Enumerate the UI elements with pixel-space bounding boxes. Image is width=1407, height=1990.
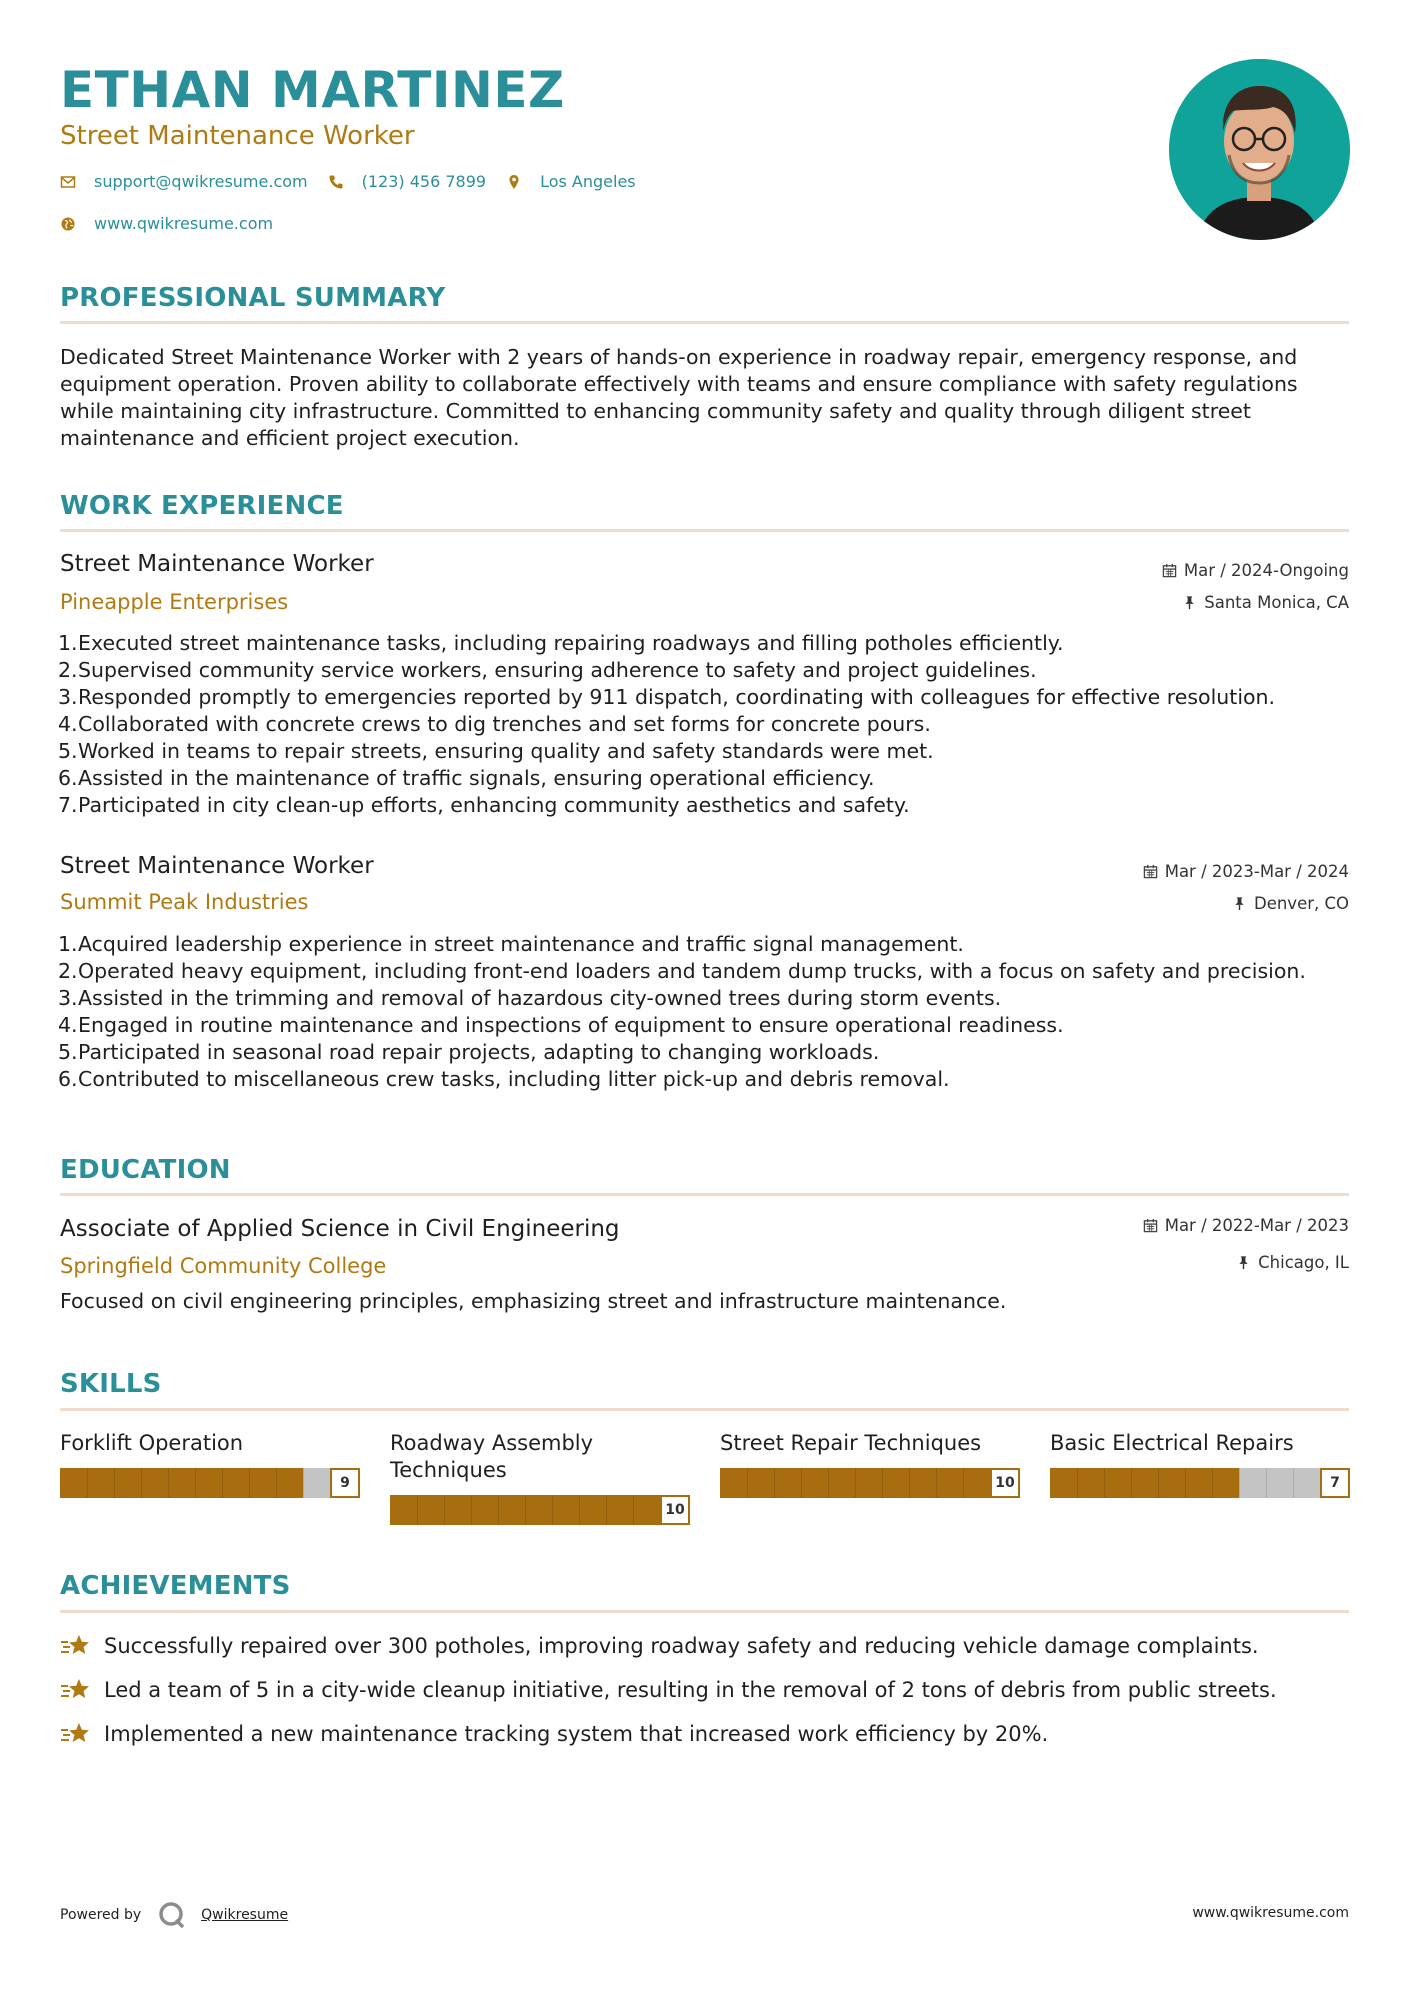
section-divider <box>60 1408 1349 1411</box>
list-item: 5. Worked in teams to repair streets, ensuring quality and safety standards were met. <box>58 739 934 763</box>
skill-item <box>390 1430 690 1518</box>
summary-text <box>60 344 1350 452</box>
list-item: 1. Executed street maintenance tasks, including repairing roadways and filling potholes efficiently. <box>58 631 1064 655</box>
section-divider <box>60 1610 1349 1613</box>
skill-bar-segment <box>1104 1468 1105 1498</box>
location-text: Los Angeles <box>540 172 636 191</box>
education-description: Focused on civil engineering principles, emphasizing street and infrastructure maintenance. <box>60 1289 1007 1313</box>
section-divider <box>60 321 1349 324</box>
job-location <box>1182 593 1349 612</box>
summary-line: equipment operation. Proven ability to collaborate effectively with teams and ensure compliance with safety regulations <box>60 372 1298 396</box>
skill-name: Street Repair Techniques <box>720 1431 982 1455</box>
shooting-star-icon <box>60 1632 92 1660</box>
education-date-text: Mar / 2022-Mar / 2023 <box>1164 1216 1349 1235</box>
qwikresume-logo-icon <box>157 1900 187 1930</box>
skill-bar-fill <box>60 1468 303 1498</box>
candidate-role: Street Maintenance Worker <box>60 121 415 151</box>
education-degree: Associate of Applied Science in Civil Engineering <box>60 1216 620 1242</box>
skill-name: Techniques <box>390 1458 507 1482</box>
profile-photo <box>1169 59 1350 240</box>
skill-bar-segment <box>222 1468 223 1498</box>
skill-name: Roadway Assembly <box>390 1431 594 1455</box>
list-item: 2. Supervised community service workers, ensuring adherence to safety and project guidelines. <box>58 658 1037 682</box>
section-title-skills: SKILLS <box>60 1369 162 1399</box>
list-item: 5. Participated in seasonal road repair projects, adapting to changing workloads. <box>58 1040 880 1064</box>
skill-item <box>720 1430 1020 1491</box>
achievement-item <box>60 1720 1048 1748</box>
education-location-text: Chicago, IL <box>1258 1253 1349 1272</box>
job-date <box>1162 561 1349 580</box>
pushpin-icon <box>1182 595 1197 610</box>
skill-bar <box>720 1468 1020 1498</box>
achievement-text: Successfully repaired over 300 potholes, improving roadway safety and reducing vehicle damage complaints. <box>104 1634 1259 1658</box>
skill-bar-segment <box>249 1468 250 1498</box>
powered-by-label: Powered by <box>60 1907 142 1923</box>
skill-bar-segment <box>1266 1468 1267 1498</box>
skill-name: Basic Electrical Repairs <box>1050 1431 1294 1455</box>
list-item: 3. Assisted in the trimming and removal of hazardous city-owned trees during storm events. <box>58 986 1002 1010</box>
job-date-text: Mar / 2023-Mar / 2024 <box>1164 862 1349 881</box>
summary-line: while maintaining city infrastructure. Committed to enhancing community safety and quality through diligent street <box>60 399 1251 423</box>
list-item: 1. Acquired leadership experience in street maintenance and traffic signal management. <box>58 932 964 956</box>
skill-bar-segment <box>276 1468 277 1498</box>
job-date-text: Mar / 2024-Ongoing <box>1183 561 1349 580</box>
qwikresume-link[interactable]: Qwikresume <box>201 1907 289 1923</box>
skill-bar-fill <box>1050 1468 1239 1498</box>
list-item: 3. Responded promptly to emergencies reported by 911 dispatch, coordinating with colleagues for effective resolution. <box>58 685 1276 709</box>
contact-website[interactable] <box>60 214 273 233</box>
skill-bar-segment <box>444 1495 445 1525</box>
list-item: 7. Participated in city clean-up efforts, enhancing community aesthetics and safety. <box>58 793 910 817</box>
skill-bar <box>60 1468 360 1498</box>
person-avatar-icon <box>1169 59 1350 240</box>
skill-bar-segment <box>606 1495 607 1525</box>
skill-score: 7 <box>1320 1468 1350 1498</box>
skill-bar-segment <box>195 1468 196 1498</box>
skill-score: 10 <box>660 1495 690 1525</box>
calendar-icon <box>1162 563 1177 578</box>
skill-item <box>1050 1430 1350 1491</box>
job-bullets <box>58 630 1358 819</box>
skill-bar-segment <box>1131 1468 1132 1498</box>
pushpin-icon <box>1232 896 1247 911</box>
job-company: Pineapple Enterprises <box>60 590 289 614</box>
achievement-text: Led a team of 5 in a city-wide cleanup initiative, resulting in the removal of 2 tons of debris from public streets. <box>104 1678 1277 1702</box>
shooting-star-icon <box>60 1720 92 1748</box>
skill-bar-segment <box>828 1468 829 1498</box>
phone-icon <box>328 174 344 190</box>
list-item: 2. Operated heavy equipment, including front-end loaders and tandem dump trucks, with a focus on safety and precision. <box>58 959 1306 983</box>
skill-bar-segment <box>168 1468 169 1498</box>
skill-bar <box>1050 1468 1350 1498</box>
skill-bar-segment <box>579 1495 580 1525</box>
map-pin-icon <box>506 174 522 190</box>
job-title: Street Maintenance Worker <box>60 853 374 879</box>
list-item: 4. Collaborated with concrete crews to dig trenches and set forms for concrete pours. <box>58 712 931 736</box>
skill-bar-segment <box>909 1468 910 1498</box>
website-text: www.qwikresume.com <box>94 214 274 233</box>
job-title: Street Maintenance Worker <box>60 551 374 577</box>
education-location <box>1236 1253 1349 1272</box>
footer-url[interactable]: www.qwikresume.com <box>1192 1905 1349 1921</box>
skill-item <box>60 1430 360 1491</box>
skill-bar-segment <box>417 1495 418 1525</box>
section-title-experience: WORK EXPERIENCE <box>60 491 344 521</box>
job-location <box>1232 894 1349 913</box>
list-item: 4. Engaged in routine maintenance and inspections of equipment to ensure operational readiness. <box>58 1013 1064 1037</box>
skill-name: Forklift Operation <box>60 1431 244 1455</box>
skill-bar-segment <box>801 1468 802 1498</box>
skill-bar-segment <box>774 1468 775 1498</box>
list-item: 6. Assisted in the maintenance of traffic signals, ensuring operational efficiency. <box>58 766 875 790</box>
skill-bar-segment <box>1185 1468 1186 1498</box>
section-title-summary: PROFESSIONAL SUMMARY <box>60 283 446 313</box>
achievement-item <box>60 1632 1259 1660</box>
section-title-education: EDUCATION <box>60 1155 231 1185</box>
skill-bar-segment <box>498 1495 499 1525</box>
job-date <box>1143 862 1349 881</box>
email-text: support@qwikresume.com <box>94 172 308 191</box>
skill-bar-segment <box>471 1495 472 1525</box>
contact-email[interactable] <box>60 172 308 191</box>
skill-bar-segment <box>552 1495 553 1525</box>
summary-line: maintenance and efficient project execution. <box>60 426 520 450</box>
education-date <box>1143 1216 1349 1235</box>
job-bullets <box>58 931 1358 1093</box>
section-title-achievements: ACHIEVEMENTS <box>60 1571 291 1601</box>
skill-bar <box>390 1495 690 1525</box>
skill-bar-segment <box>114 1468 115 1498</box>
shooting-star-icon <box>60 1676 92 1704</box>
skill-bar-segment <box>87 1468 88 1498</box>
contact-row <box>60 172 656 191</box>
contact-phone[interactable] <box>328 172 486 191</box>
globe-icon <box>60 216 76 232</box>
skill-bar-segment <box>855 1468 856 1498</box>
list-item: 6. Contributed to miscellaneous crew tasks, including litter pick-up and debris removal. <box>58 1067 950 1091</box>
skill-bar-segment <box>633 1495 634 1525</box>
summary-line: Dedicated Street Maintenance Worker with 2 years of hands-on experience in roadway repair, emergency response, and <box>60 345 1298 369</box>
phone-text: (123) 456 7899 <box>361 172 487 191</box>
calendar-icon <box>1143 864 1158 879</box>
education-school: Springfield Community College <box>60 1254 387 1278</box>
skill-bar-segment <box>525 1495 526 1525</box>
section-divider <box>60 1193 1349 1196</box>
skill-bar-segment <box>963 1468 964 1498</box>
footer-powered-by <box>60 1900 288 1930</box>
contact-location <box>506 172 636 191</box>
contact-row-website <box>60 214 293 233</box>
skill-bar-segment <box>1239 1468 1240 1498</box>
pushpin-icon <box>1236 1255 1251 1270</box>
skill-bar-segment <box>747 1468 748 1498</box>
skill-score: 10 <box>990 1468 1020 1498</box>
skill-bar-segment <box>1212 1468 1213 1498</box>
skill-score: 9 <box>330 1468 360 1498</box>
achievement-text: Implemented a new maintenance tracking system that increased work efficiency by 20%. <box>104 1722 1049 1746</box>
mail-icon <box>60 174 76 190</box>
skill-bar-segment <box>1158 1468 1159 1498</box>
skill-bar-segment <box>303 1468 304 1498</box>
section-divider <box>60 529 1349 532</box>
skill-bar-segment <box>936 1468 937 1498</box>
job-location-text: Santa Monica, CA <box>1204 593 1349 612</box>
job-company: Summit Peak Industries <box>60 890 309 914</box>
calendar-icon <box>1143 1218 1158 1233</box>
skill-bar-segment <box>141 1468 142 1498</box>
achievement-item <box>60 1676 1277 1704</box>
skill-bar-segment <box>1293 1468 1294 1498</box>
skill-bar-segment <box>1077 1468 1078 1498</box>
skill-bar-segment <box>882 1468 883 1498</box>
job-location-text: Denver, CO <box>1253 894 1349 913</box>
candidate-name: ETHAN MARTINEZ <box>60 61 565 119</box>
